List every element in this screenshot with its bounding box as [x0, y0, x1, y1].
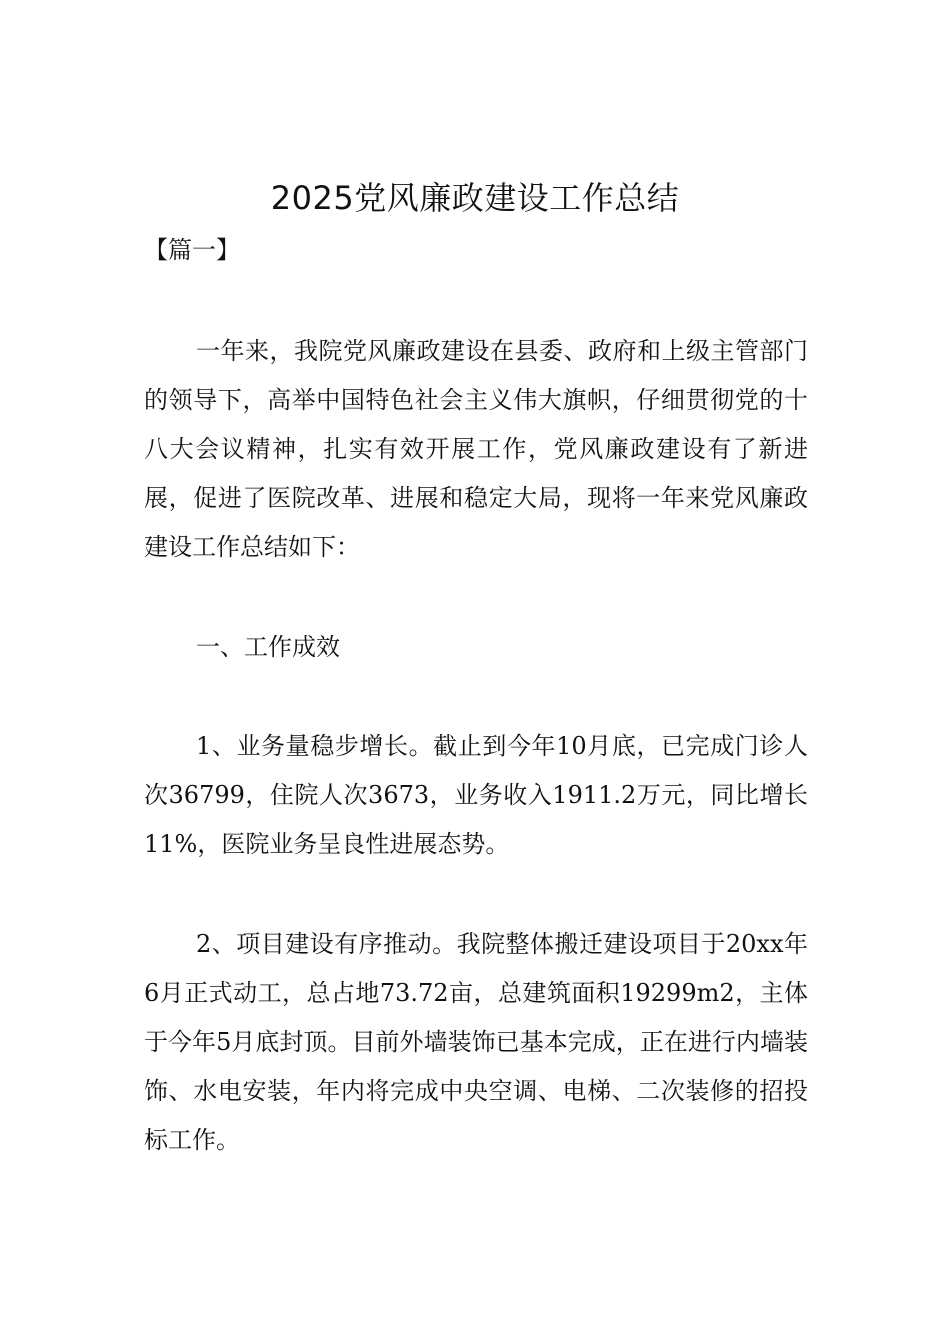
section-tag: 【篇一】 — [144, 236, 240, 264]
intro-paragraph: 一年来，我院党风廉政建设在县委、政府和上级主管部门的领导下，高举中国特色社会主义伟大旗帜，仔细贯彻党的十八大会议精神，扎实有效开展工作，党风廉政建设有了新进展，促进了医院改革、进展和稳定大局，现将一年来党风廉政建设工作总结如下： — [144, 337, 808, 561]
paragraph-business-growth: 1、业务量稳步增长。截止到今年10月底，已完成门诊人次36799，住院人次3673，业务收入1911.2万元，同比增长11%，医院业务呈良性进展态势。 — [144, 732, 808, 858]
paragraph-project-construction: 2、项目建设有序推动。我院整体搬迁建设项目于20xx年6月正式动工，总占地73.72亩，总建筑面积19299m2，主体于今年5月底封顶。目前外墙装饰已基本完成，正在进行内墙装饰、水电安装，年内将完成中央空调、电梯、二次装修的招投标工作。 — [144, 930, 808, 1154]
section-heading-achievements: 一、工作成效 — [196, 633, 340, 661]
document-title: 2025党风廉政建设工作总结 — [270, 179, 680, 217]
